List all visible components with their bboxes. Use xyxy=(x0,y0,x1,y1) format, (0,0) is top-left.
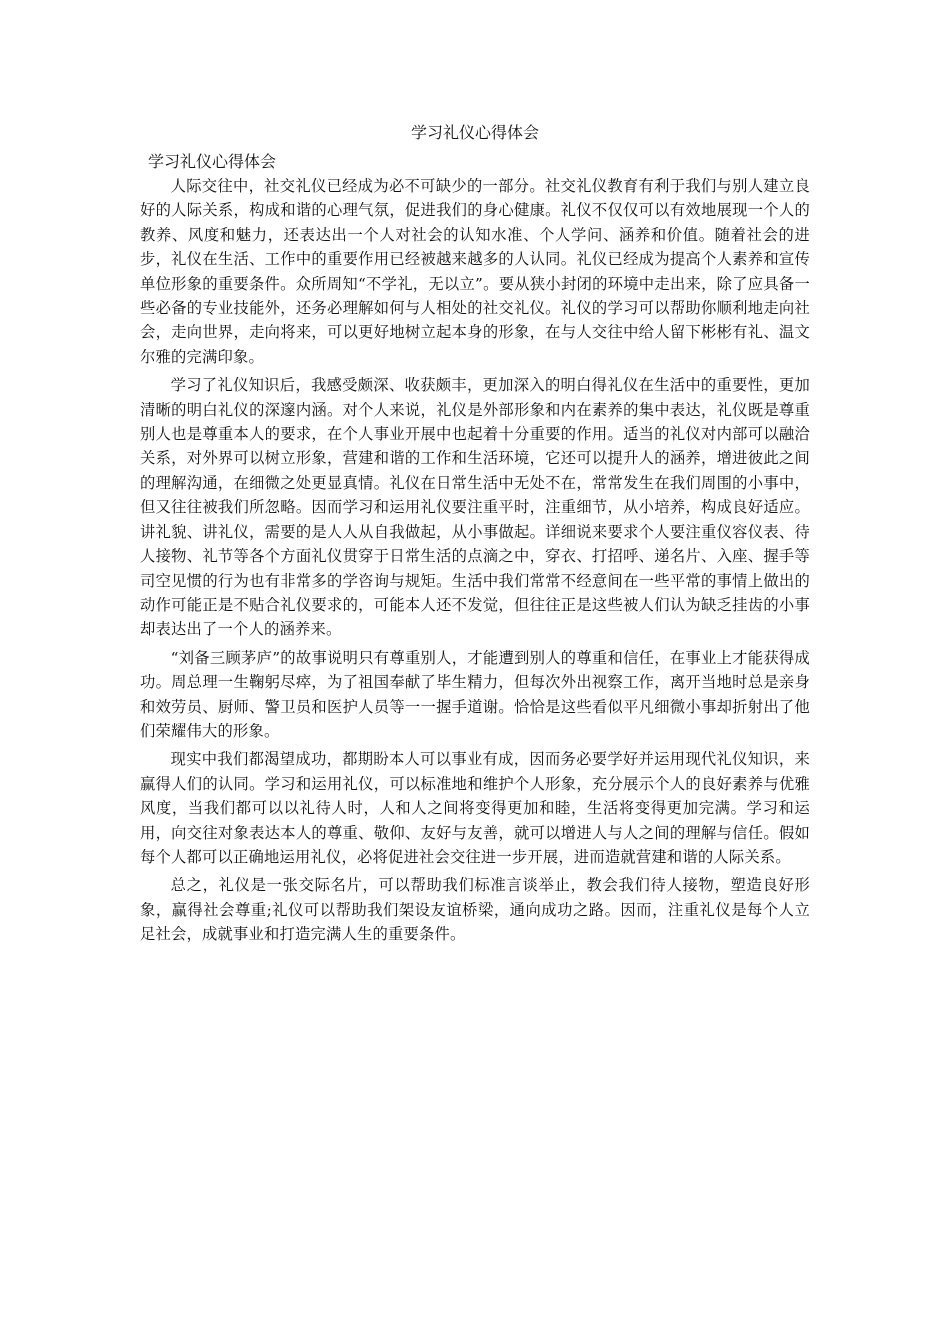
document-page xyxy=(140,120,810,951)
paragraph-5: 总之，礼仪是一张交际名片，可以帮助我们标准言谈举止，教会我们待人接物，塑造良好形象，赢得社会尊重;礼仪可以帮助我们架设友谊桥梁，通向成功之路。因而，注重礼仪是每个人立足社会，成就事业和打造完满人生的重要条件。 xyxy=(140,876,810,944)
paragraph-1: 人际交往中，社交礼仪已经成为必不可缺少的一部分。社交礼仪教育有利于我们与别人建立良好的人际关系，构成和谐的心理气氛，促进我们的身心健康。礼仪不仅仅可以有效地展现一个人的教养、风度和魅力，还表达出一个人对社会的认知水准、个人学问、涵养和价值。随着社会的进步，礼仪在生活、工作中的重要作用已经被越来越多的人认同。礼仪已经成为提高个人素养和宣传单位形象的重要条件。众所周知“不学礼，无以立”。要从狭小封闭的环境中走出来，除了应具备一些必备的专业技能外，还务必理解如何与人相处的社交礼仪。礼仪的学习可以帮助你顺利地走向社会，走向世界，走向将来，可以更好地树立起本身的形象，在与人交往中给人留下彬彬有礼、温文尔雅的完满印象。 xyxy=(140,177,810,366)
document-title: 学习礼仪心得体会 xyxy=(410,123,539,142)
paragraph-3: “刘备三顾茅庐”的故事说明只有尊重别人，才能遭到别人的尊重和信任，在事业上才能获得成功。周总理一生鞠躬尽瘁，为了祖国奉献了毕生精力，但每次外出视察工作，离开当地时总是亲身和效劳员、厨师、警卫员和医护人员等一一握手道谢。恰恰是这些看似平凡细微小事却折射出了他们荣耀伟大的形象。 xyxy=(140,648,810,740)
paragraph-2: 学习了礼仪知识后，我感受颇深、收获颇丰，更加深入的明白得礼仪在生活中的重要性，更加清晰的明白礼仪的深邃内涵。对个人来说，礼仪是外部形象和内在素养的集中表达，礼仪既是尊重别人也是尊重本人的要求，在个人事业开展中也起着十分重要的作用。适当的礼仪对内部可以融洽关系，对外界可以树立形象，营建和谐的工作和生活环境，它还可以提升人的涵养，增进彼此之间的理解沟通，在细微之处更显真情。礼仪在日常生活中无处不在，常常发生在我们周围的小事中，但又往往被我们所忽略。因而学习和运用礼仪要注重平时，注重细节，从小培养，构成良好适应。讲礼貌、讲礼仪，需要的是人人从自我做起，从小事做起。详细说来要求个人要注重仪容仪表、待人接物、礼节等各个方面礼仪贯穿于日常生活的点滴之中，穿衣、打招呼、递名片、入座、握手等司空见惯的行为也有非常多的学咨询与规矩。生活中我们常常不经意间在一些平常的事情上做出的动作可能正是不贴合礼仪要求的，可能本人还不发觉，但往往正是这些被人们认为缺乏挂齿的小事却表达出了一个人的涵养来。 xyxy=(140,376,810,639)
document-subtitle: 学习礼仪心得体会 xyxy=(148,152,277,171)
paragraph-4: 现实中我们都渴望成功，都期盼本人可以事业有成，因而务必要学好并运用现代礼仪知识，来赢得人们的认同。学习和运用礼仪，可以标准地和维护个人形象，充分展示个人的良好素养与优雅风度，当我们都可以以礼待人时，人和人之间将变得更加和睦，生活将变得更加完满。学习和运用，向交往对象表达本人的尊重、敬仰、友好与友善，就可以增进人与人之间的理解与信任。假如每个人都可以正确地运用礼仪，必将促进社会交往进一步开展，进而造就营建和谐的人际关系。 xyxy=(140,750,810,866)
